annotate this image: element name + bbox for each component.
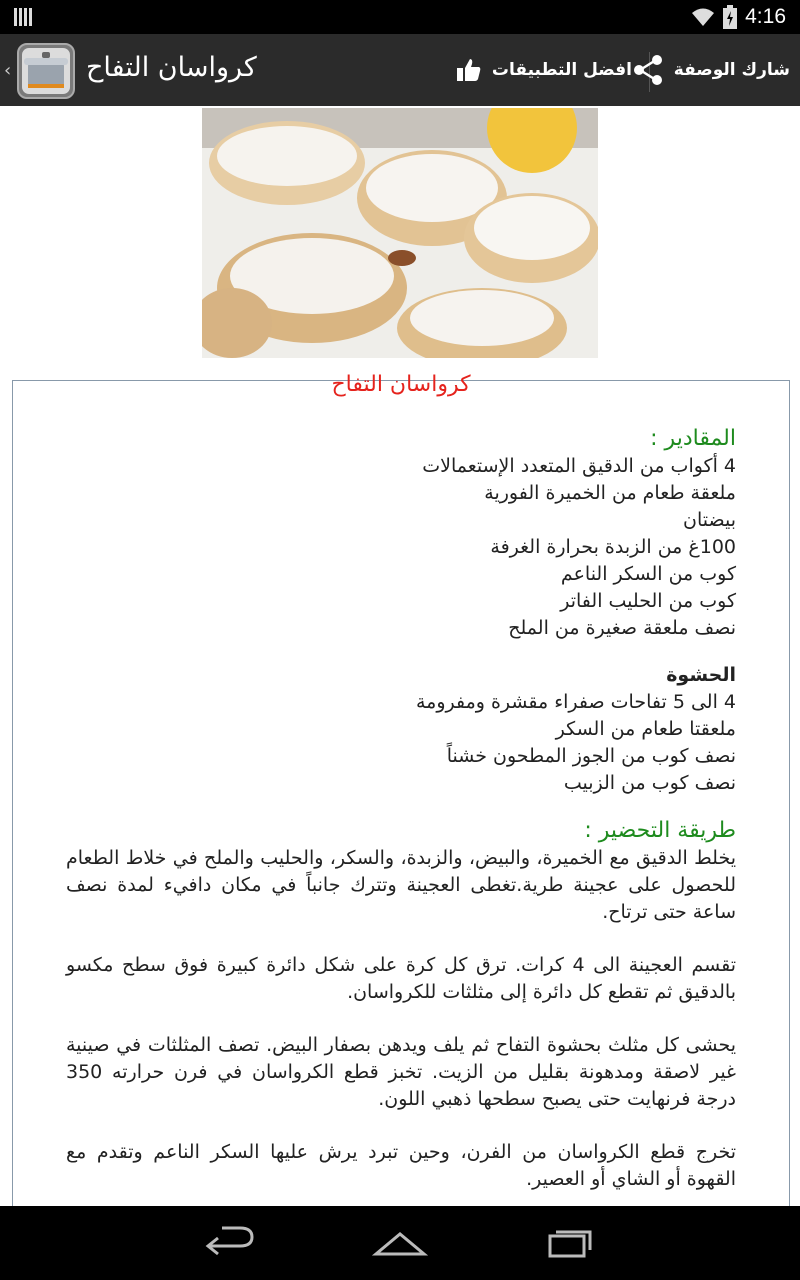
method-heading: طريقة التحضير : — [584, 818, 736, 843]
method-step: تخرج قطع الكرواسان من الفرن، وحين تبرد يرش عليها السكر الناعم وتقدم مع القهوة أو الشاي أو العصير. — [66, 1141, 736, 1190]
navigation-bar — [0, 1206, 800, 1280]
up-caret-icon[interactable]: ‹ — [4, 60, 12, 81]
app-logo-pot-icon[interactable] — [16, 42, 76, 100]
app-title: كرواسان التفاح — [86, 52, 257, 83]
share-label: شارك الوصفة — [673, 60, 790, 80]
ingredient-item: 4 أكواب من الدقيق المتعدد الإستعمالات — [422, 455, 736, 477]
ingredient-item: 100غ من الزبدة بحرارة الغرفة — [490, 536, 736, 558]
method-step: يحشى كل مثلث بحشوة التفاح ثم يلف ويدهن بصفار البيض. تصف المثلثات في صينية غير لاصقة ومدهونة بقليل من الزيت. تخبز قطع الكرواسان في فرن حرارته 350 درجة فرنهايت حتى يصبح سطحها ذهبي اللون. — [66, 1034, 736, 1110]
apple-croissant-photo — [202, 108, 598, 358]
filling-item: ملعقتا طعام من السكر — [555, 718, 736, 740]
recipe-body — [66, 372, 736, 1206]
recipe-content[interactable] — [0, 358, 800, 1206]
thumbs-up-icon — [456, 57, 482, 83]
method-step: تقسم العجينة الى 4 كرات. ترق كل كرة على شكل دائرة كبيرة فوق سطح مكسو بالدقيق ثم تقطع كل دائرة إلى مثلثات للكرواسان. — [66, 954, 736, 1003]
share-recipe-button[interactable] — [632, 46, 790, 94]
ingredient-item: ملعقة طعام من الخميرة الفورية — [484, 482, 736, 504]
clock: 4:16 — [745, 5, 786, 28]
method-step: يخلط الدقيق مع الخميرة، والبيض، والزبدة، والسكر، والحليب والملح في خلاط الطعام للحصول على عجينة طرية.تغطى العجينة وتترك جانباً في مكان دافيء لمدة نصف ساعة حتى ترتاح. — [66, 847, 736, 923]
ingredient-item: نصف ملعقة صغيرة من الملح — [508, 617, 736, 639]
best-apps-button[interactable] — [456, 46, 632, 94]
recent-apps-icon[interactable] — [540, 1226, 600, 1260]
battery-icon — [723, 5, 737, 29]
filling-heading: الحشوة — [666, 664, 736, 686]
status-bar — [0, 0, 800, 34]
best-apps-label: افضل التطبيقات — [491, 60, 632, 80]
filling-item: نصف كوب من الزبيب — [563, 772, 736, 794]
action-bar — [0, 34, 800, 106]
share-icon — [632, 54, 664, 86]
filling-item: 4 الى 5 تفاحات صفراء مقشرة ومفرومة — [415, 691, 736, 713]
ingredient-item: كوب من الحليب الفاتر — [560, 590, 736, 612]
back-icon[interactable] — [200, 1226, 260, 1260]
ingredient-item: كوب من السكر الناعم — [560, 563, 736, 585]
recipe-title: كرواسان التفاح — [331, 372, 471, 397]
recipe-image-area — [0, 106, 800, 358]
ingredient-item: بيضتان — [683, 509, 736, 531]
filling-item: نصف كوب من الجوز المطحون خشناً — [446, 745, 736, 767]
notification-icon — [14, 8, 32, 26]
ingredients-heading: المقادير : — [650, 426, 736, 451]
home-icon[interactable] — [370, 1226, 430, 1260]
wifi-icon — [691, 7, 715, 27]
